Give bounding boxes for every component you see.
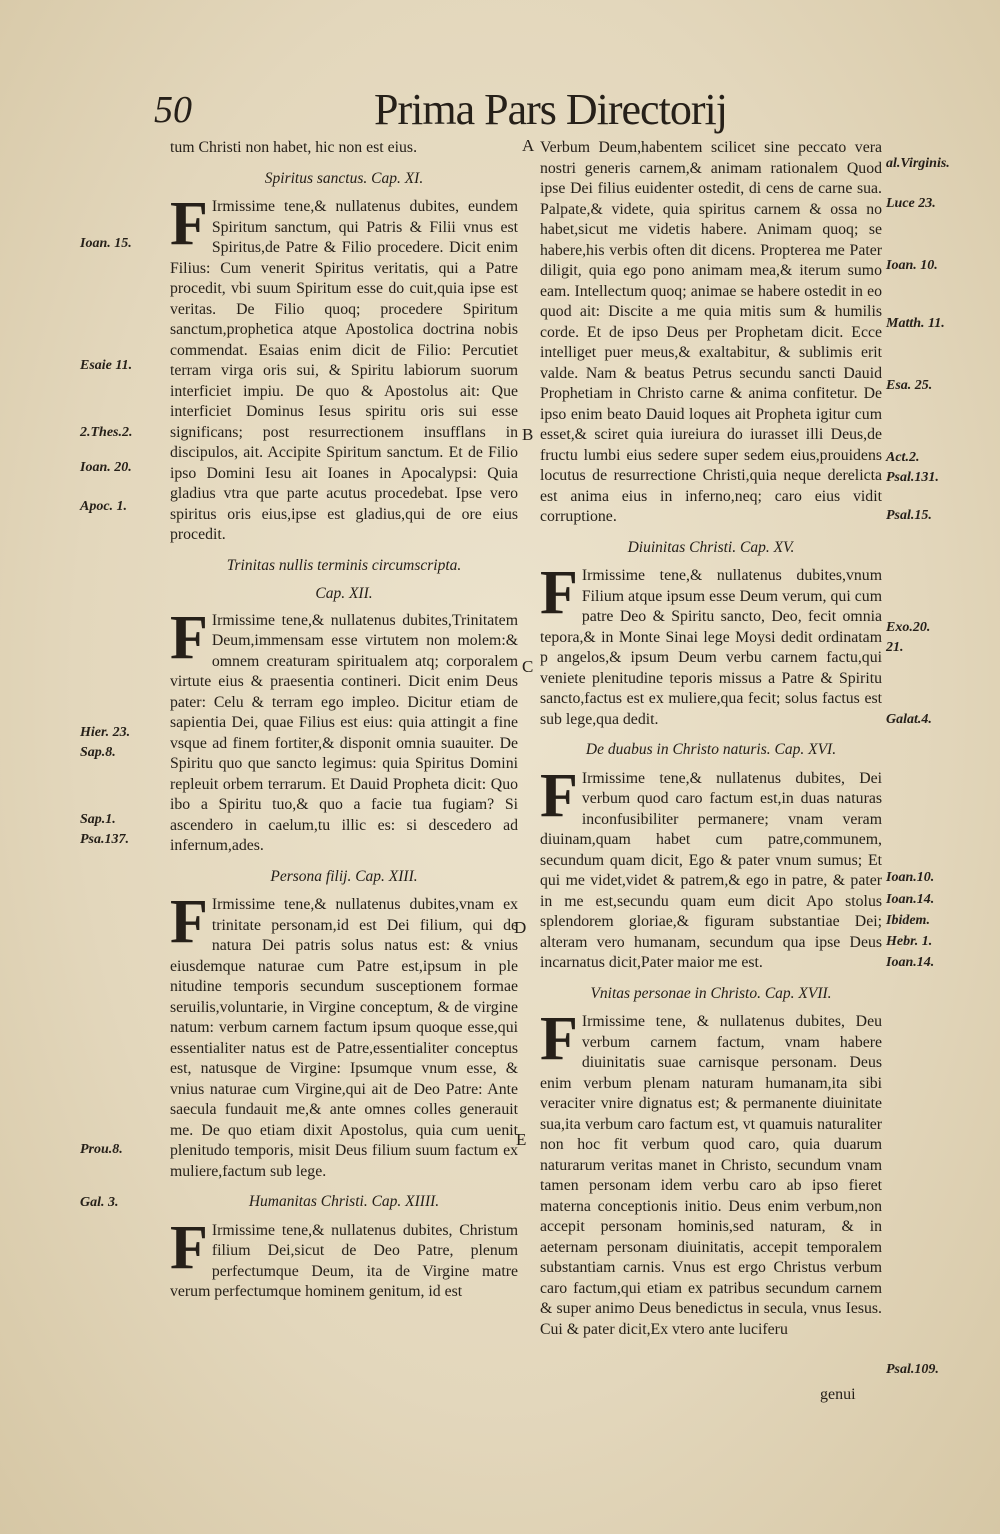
drop-capital: F	[170, 603, 208, 672]
margin-note-right: 21.	[886, 640, 904, 655]
margin-note-right: Ioan.10.	[886, 870, 935, 885]
section-letter-e: E	[516, 1130, 527, 1149]
section-text-cap-xii	[170, 603, 518, 857]
margin-note-left: Gal. 3.	[80, 1195, 119, 1210]
drop-capital: F	[540, 761, 578, 830]
margin-note-left: Ioan. 20.	[80, 460, 132, 475]
margin-note-left: Hier. 23.	[80, 725, 131, 740]
margin-note-right: Matth. 11.	[886, 316, 945, 331]
section-text-cap-xvii	[540, 1005, 882, 1340]
margin-note-right: al.Virginis.	[886, 156, 950, 171]
margin-note-right: Ioan.14.	[886, 955, 935, 970]
margin-note-left: Sap.1.	[80, 812, 116, 827]
section-text-cap-xv	[540, 559, 882, 730]
margin-note-right: Psal.109.	[886, 1362, 939, 1377]
section-heading-cap-xv: Diuinitas Christi. Cap. XV.	[627, 538, 795, 556]
section-heading-cap-xvii: Vnitas personae in Christo. Cap. XVII.	[590, 984, 832, 1002]
margin-note-right: Ioan.14.	[886, 892, 935, 907]
section-subheading-cap-xii: Cap. XII.	[315, 585, 373, 602]
drop-capital: F	[170, 1213, 208, 1282]
section-heading-cap-xiii: Persona filij. Cap. XIII.	[270, 867, 418, 885]
section-text-cap-xiii	[170, 888, 518, 1182]
section-body: Irmissime tene,& nullatenus dubites,vnam ex trinitate personam,id est Dei filium, qui de natura Dei patris solus natus est: & vnius eiusdemque naturae cum Patre est,ipsum in ple nitudine temporis secundum susceptionem formae seruilis,voluntarie, in Virgine conceptum, & de virgine natum: verbum carnem factum ipsum quoque esse,qui essentialiter natus est de Patre,essentialiter conceptus est, natusque de Virgine: Ipsumque vnum esse, & vnius naturae cum Virgine,qui ait de Deo Patre: Ante saecula fundauit me,& ante omnes colles generauit me. De quo etiam dixit Apostolus, quia cum uenit plenitudo temporis, misit Deus filium suum factum ex muliere,factum sub lege.	[170, 896, 518, 1180]
margin-note-right: Luce 23.	[886, 196, 936, 211]
margin-note-left: Ioan. 15.	[80, 236, 132, 251]
margin-note-right: Psal.131.	[886, 470, 939, 485]
section-heading-cap-xvi: De duabus in Christo naturis. Cap. XVI.	[585, 741, 837, 758]
right-opening-paragraph: Verbum Deum,habentem scilicet sine peccato vera nostri generis carnem,& animam rationalem Quod ipse Dei filius euidenter ostedit, di cens de carne sua. Palpate,& videte, quia spiritus carnem & ossa no habet,sicut me videtis habere. Animam quoq; se habere,his verbis often dit dicens. Propterea me Pater diligit, quia ego pono animam mea,& iterum sumo eam. Intellectum quoq; animae se habere ostedit in eo quod ait: Discite a me quia mitis sum & humilis corde. Et de ipso Deus per Prophetam dicit. Ecce intelliget puer meus,& exaltabitur, & sublimis erit valde. Nam & beatus Petrus secundu sancti Dauid Prophetiam in Christo carne & anima confitetur. De ipso enim beato Dauid loques ait Propheta igitur cum esset,& sciret quia iureiura do iurasset illi Deus,de fructu lumbi eius sedere super sedem eius,prouidens locutus de resurrectione Christi,quia neque derelicta est anima eius in inferno,neq; caro eius vidit corruptione.	[540, 139, 882, 525]
section-text-cap-xvi	[540, 761, 882, 974]
section-body: Irmissime tene,& nullatenus dubites, eundem Spiritum sanctum, qui Patris & Filii vnus est Spiritus,de Patre & Filio procedere. Dicit enim Filius: Cum venerit Spiritus veritatis, qui a Patre procedit, vbi suum Spiritum esse do cuit,quia ipse est veritas. De Filio quoq; procedere Spiritum sanctum,prophetica atque Apostolica doctrina nobis commendat. Esaias enim dicit de Filio: Percutiet terram virga oris sui, & Spiritu labiorum suorum interficiet impiu. De quo & Apostolus ait: Que interficiet Dominus Iesus spiritu oris sui esse significans; post resurrectionem insufflans in discipulos, ait. Accipite Spiritum sanctum. Et de Filio ipso Domini Iesu ait Ioanes in Apocalypsi: Quia gladius vtra que parte acutus procedebat. Ipse vero spiritus oris eius,ipse est gladius,qui de ore eius procedit.	[170, 198, 518, 543]
section-letter-c: C	[522, 657, 534, 676]
running-title: Prima Pars Directorij	[374, 85, 727, 134]
catchword: genui	[820, 1386, 856, 1403]
margin-note-right: Esa. 25.	[886, 378, 933, 393]
section-body: Irmissime tene,& nullatenus dubites,vnum Filium atque ipsum esse Deum verum, qui cum patre Deo & Spiritu sancto, Deo, fecit omnia tepora,& in Monte Sinai lege Moysi dedit ordinatam p angelos,& ipsum Deum verbu carnem factu,qui veniete plenitudine teporis missus a Patre & Spiritu sancto,factus est ex muliere,qua fecit; solus factus est sub lege,qua dedit.	[540, 567, 882, 728]
section-body: Irmissime tene,& nullatenus dubites, Dei verbum quod caro factum est,in duas naturas inconfusibiliter permanere; vnam veram diuinam,quam habet cum patre,communem, secundum quam dicit, Ego & pater vnum sumus; Et qui me videt,videt & patrem,& ego in patre, & pater in me est,secundu quam eum dicit Apo stolus splendorem gloriae,& figuram substantiae Dei; alteram vero humanam, secundum qua ipse Deus incarnatus dicit,Pater maior me est.	[540, 769, 882, 971]
drop-capital: F	[540, 1005, 578, 1073]
drop-capital: F	[170, 888, 208, 956]
margin-note-left: Sap.8.	[80, 745, 116, 760]
margin-note-left: Apoc. 1.	[80, 499, 128, 514]
section-heading-cap-xi: Spiritus sanctus. Cap. XI.	[264, 169, 424, 187]
section-heading-cap-xii: Trinitas nullis terminis circumscripta.	[226, 556, 462, 574]
section-text-cap-xi	[170, 190, 518, 546]
section-body: Irmissime tene,& nullatenus dubites,Trinitatem Deum,immensam esse virtutem non molem:& omnem creaturam spiritualem atq; corporalem virtute eius & praesentia contineri. Dicit enim Deus pater: Celu & terram ego impleo. Dicitur etiam de sapientia Dei, quae Filius est eius: quia attingit a fine vsque ad finem fortiter,& disponit omnia suauiter. De Spiritu quo que sancto legimus: quia Spiritus Domini repleuit orbem terrarum. Et Dauid Propheta dicit: Quo ibo a Spiritu tuo,& quo a facie tua fugiam? Si ascendero in caelum,tu illic es: si descedero ad infernum,ades.	[170, 611, 518, 854]
section-letter-a: A	[522, 136, 535, 155]
left-opening-line: tum Christi non habet, hic non est eius.	[170, 139, 418, 156]
right-column	[540, 138, 882, 1340]
margin-note-left: Psa.137.	[80, 832, 129, 847]
section-letter-b: B	[522, 425, 534, 444]
margin-note-right: Hebr. 1.	[886, 934, 933, 949]
section-letter-d: D	[514, 918, 527, 937]
section-body: Irmissime tene, & nullatenus dubites, Deu verbum carnem factum, vnam habere diuinitatis suae carnisque personam. Deus enim verbum plenam naturam humanam,ita sibi veraciter vnire dignatus est; & permanente diuinitate sua,ita verbum caro factum est, vt quamuis naturaliter non hoc fit verbum quod caro, quia duarum naturarum veritas manet in Christo, secundum vnam tamen personam idem verbu caro ab ipso fieret materna conceptionis initio. Deus enim verbum,non accepit personam hominis,sed naturam, & in aeternam personam diuinitatis, accepit temporalem substantiam carnis. Vnus est ergo Christus verbum caro factum,qui etiam ex patribus secundum carnem & super animo Deus benedictus in secula, vnus Iesus. Cui & pater dicit,Ex vtero ante luciferu	[540, 1013, 882, 1338]
page-header	[0, 85, 1000, 138]
margin-note-right: Psal.15.	[886, 508, 932, 523]
margin-note-right: Act.2.	[886, 450, 920, 465]
margin-note-left: Prou.8.	[80, 1142, 123, 1157]
margin-note-right: Exo.20.	[886, 620, 931, 635]
section-body: Irmissime tene,& nullatenus dubites, Christum filium Dei,sicut de Deo Patre, plenum perfectumque Deum, ita de Virgine matre verum perfectumque hominem genitum, id est	[170, 1221, 518, 1300]
section-heading-cap-xiiii: Humanitas Christi. Cap. XIIII.	[248, 1193, 440, 1210]
margin-note-right: Ioan. 10.	[886, 258, 938, 273]
folio-number: 50	[154, 89, 192, 131]
margin-note-right: Ibidem.	[886, 913, 930, 928]
margin-note-left: 2.Thes.2.	[80, 425, 133, 440]
margin-note-right: Galat.4.	[886, 712, 932, 727]
section-text-cap-xiiii	[170, 1213, 518, 1303]
drop-capital: F	[170, 190, 208, 258]
margin-note-left: Esaie 11.	[80, 358, 133, 373]
drop-capital: F	[540, 559, 578, 627]
left-column	[170, 138, 518, 1303]
